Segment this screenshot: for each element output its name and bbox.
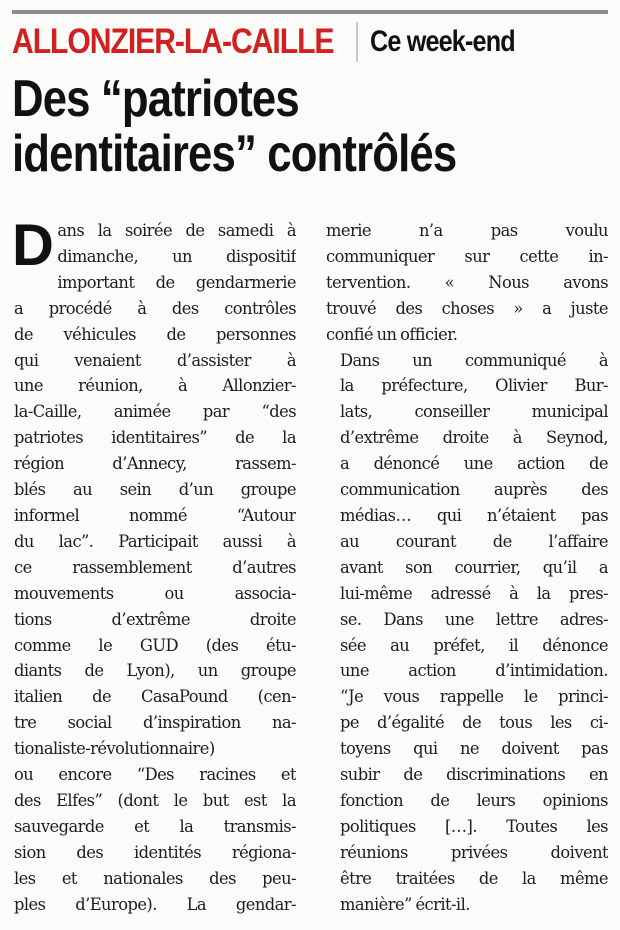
text-line: subir de discriminations en — [340, 765, 608, 785]
text-line: tionaliste-révolutionnaire) — [14, 739, 215, 759]
text-line: médias… qui n’étaient pas — [340, 505, 608, 525]
text-line: manière” écrit-il. — [340, 894, 470, 914]
headline — [12, 72, 600, 182]
text-line: comme le GUD (des étu- — [14, 635, 296, 655]
text-line: la-Caille, animée par “des — [14, 402, 296, 422]
text-line: au courant de l’affaire — [340, 531, 608, 551]
headline-line-1: Des “patriotes — [12, 70, 299, 128]
text-line: confié un officier. — [326, 324, 458, 344]
text-line: blés au sein d’un groupe — [14, 480, 296, 500]
paragraph-1 — [12, 213, 296, 917]
text-line: lui-même adressé à la pres- — [340, 583, 608, 603]
text-line: d’extrême droite à Seynod, — [340, 428, 608, 448]
top-rule — [12, 10, 608, 14]
text-line: ples d’Europe). La gendar- — [14, 894, 296, 914]
text-line: important de gendarmerie — [57, 272, 296, 292]
text-line: trouvé des choses » a juste — [326, 298, 608, 318]
text-line: diants de Lyon), un groupe — [14, 661, 296, 681]
locality-label: ALLONZIER-LA-CAILLE — [12, 22, 334, 61]
text-line: communication auprès des — [340, 480, 608, 500]
headline-line-2: identitaires” contrôlés — [12, 125, 457, 183]
text-line: pe d’égalité de tous les ci- — [340, 713, 608, 733]
paragraph-1-continued — [326, 218, 608, 348]
text-line: informel nommé “Autour — [14, 505, 296, 525]
text-line: mouvements ou associa- — [14, 583, 296, 603]
article-column-1 — [12, 213, 296, 917]
text-line: être traitées de la même — [340, 868, 608, 888]
text-line: a procédé à des contrôles — [14, 298, 296, 318]
text-line: des Elfes” (dont le but est la — [14, 790, 296, 810]
text-line: ou encore “Des racines et — [14, 765, 296, 785]
text-line: se. Dans une lettre adres- — [340, 609, 608, 629]
text-line: lats, conseiller municipal — [340, 402, 608, 422]
text-line: une réunion, à Allonzier- — [14, 376, 296, 396]
text-line: a dénoncé une action de — [340, 454, 608, 474]
text-line: dimanche, un dispositif — [57, 246, 296, 266]
text-line: ce rassemblement d’autres — [14, 557, 296, 577]
text-line: la préfecture, Olivier Bur- — [340, 376, 608, 396]
text-line: une action d’intimidation. — [340, 661, 608, 681]
text-line: les et nationales des peu- — [14, 868, 296, 888]
text-line: fonction de leurs opinions — [340, 790, 608, 810]
text-line: Dans un communiqué à — [340, 350, 608, 370]
text-line: ans la soirée de samedi à — [57, 221, 296, 240]
text-line: sée au préfet, il dénonce — [340, 635, 608, 655]
article-column-2 — [326, 218, 608, 917]
rubric-label: Ce week-end — [369, 25, 515, 58]
text-line: du lac”. Participait aussi à — [14, 531, 296, 551]
text-line: sion des identités régiona- — [14, 842, 296, 862]
text-line: avant son courrier, qu’il a — [340, 557, 608, 577]
text-line: merie n’a pas voulu — [326, 221, 608, 240]
text-line: italien de CasaPound (cen- — [14, 687, 296, 707]
text-line: région d’Annecy, rassem- — [14, 454, 296, 474]
section-header — [12, 20, 608, 64]
text-line: toyens qui ne doivent pas — [340, 739, 608, 759]
paragraph-2 — [326, 348, 608, 918]
text-line: politiques […]. Toutes les — [340, 816, 608, 836]
text-line: tre social d’inspiration na- — [14, 713, 296, 733]
text-line: “Je vous rappelle le princi- — [340, 687, 608, 707]
text-line: de véhicules de personnes — [14, 324, 296, 344]
text-line: communiquer sur cette in- — [326, 246, 608, 266]
text-line: qui venaient d’assister à — [14, 350, 296, 370]
text-line: tervention. « Nous avons — [326, 272, 608, 292]
drop-cap: D — [12, 213, 54, 278]
text-line: réunions privées doivent — [340, 842, 608, 862]
text-line: tions d’extrême droite — [14, 609, 296, 629]
text-line: patriotes identitaires” de la — [14, 428, 296, 448]
text-line: sauvegarde et la transmis- — [14, 816, 296, 836]
header-separator — [356, 22, 358, 62]
article-body — [12, 213, 608, 917]
